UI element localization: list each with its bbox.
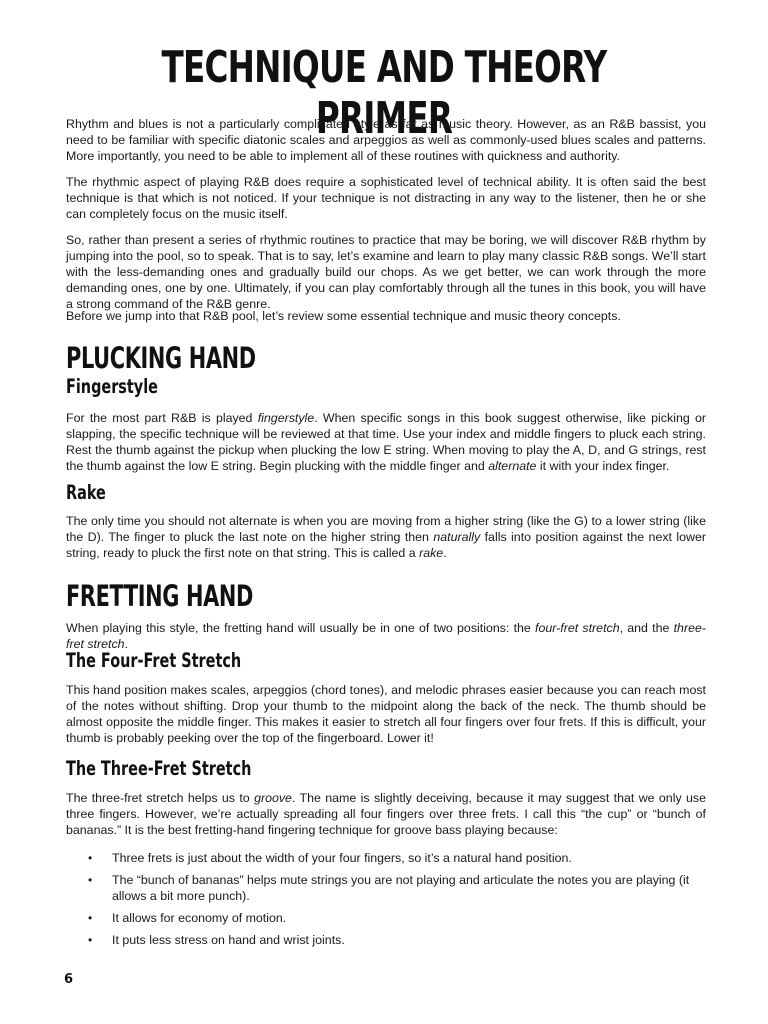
bullet-icon: •: [88, 873, 93, 887]
fretting-intro-paragraph: [66, 620, 706, 652]
rake-em-1: naturally: [433, 530, 481, 544]
plucking-hand-section: [66, 342, 706, 374]
page-number: 6: [64, 972, 74, 987]
intro-paragraph-1: Rhythm and blues is not a particularly complicated style as far as music theory. However, as an R&B bassist, you need to be familiar with specific diatonic scales and arpeggios as well as commonly-used blues scales and patterns. More importantly, you need to be able to implement all of these routines with quickness and authority.: [66, 117, 706, 163]
fingerstyle-paragraph: [66, 410, 706, 474]
list-item: [66, 850, 706, 866]
three-fret-text-2: . The name is slightly deceiving, because it may suggest that we only use three fingers. However, we’re actually spreading all four fingers over three frets. I call this “the cup” or “bunch of bananas.” It is the best fretting-hand fingering technique for groove bass playing because:: [66, 791, 706, 837]
four-fret-heading-block: [66, 650, 706, 672]
fingerstyle-em-1: fingerstyle: [257, 411, 315, 425]
fingerstyle-heading: Fingerstyle: [66, 375, 158, 398]
rake-paragraph: [66, 513, 706, 561]
list-item-text: It puts less stress on hand and wrist joints.: [112, 933, 345, 947]
page-title: TECHNIQUE AND THEORY PRIMER: [161, 42, 607, 144]
list-item: [66, 910, 706, 926]
intro-paragraph-2: The rhythmic aspect of playing R&B does require a sophisticated level of technical ability. It is often said the best technique is that which is not noticed. If your technique is not distracting in any way to the listener, then he or she can completely focus on the music itself.: [66, 175, 706, 221]
fingerstyle-text-1: For the most part R&B is played: [66, 411, 258, 425]
fretting-intro-text-3: .: [124, 637, 128, 651]
bullet-list-block: [66, 850, 706, 954]
fretting-hand-heading: FRETTING HAND: [66, 579, 253, 613]
intro-paragraph-2-block: [66, 174, 706, 222]
fretting-intro-em-1: four-fret stretch: [535, 621, 620, 635]
three-fret-paragraph-block: [66, 790, 706, 838]
intro-paragraph-3: So, rather than present a series of rhythmic routines to practice that may be boring, we will discover R&B rhythm by jumping into the pool, so to speak. That is to say, let’s examine and learn to play many classic R&B songs. We’ll start with the less-demanding ones and gradually build our chops. As we get better, we can work through the more demanding ones, one by one. Ultimately, if you can play comfortably through all the tunes in this book, you will have a strong command of the R&B genre.: [66, 233, 706, 311]
rake-heading: Rake: [66, 481, 106, 504]
fingerstyle-em-2: alternate: [488, 459, 537, 473]
intro-paragraph-4: Before we jump into that R&B pool, let’s review some essential technique and music theory concepts.: [66, 309, 621, 323]
rake-text-1: The only time you should not alternate is when you are moving from a higher string (like the G) to a lower string (like the D). The finger to pluck the last note on the higher string then: [66, 514, 706, 544]
list-item-text: It allows for economy of motion.: [112, 911, 287, 925]
four-fret-paragraph-block: [66, 682, 706, 746]
fingerstyle-paragraph-block: [66, 410, 706, 474]
fingerstyle-heading-block: [66, 376, 706, 398]
list-item-text: Three frets is just about the width of your four fingers, so it’s a natural hand position.: [112, 851, 572, 865]
list-item-text: The “bunch of bananas” helps mute strings you are not playing and articulate the notes you are playing (it allows a bit more punch).: [112, 873, 690, 903]
rake-paragraph-block: [66, 513, 706, 561]
fretting-intro-text-1: When playing this style, the fretting hand will usually be in one of two positions: the: [66, 621, 536, 635]
fingerstyle-text-2: . When specific songs in this book suggest otherwise, like picking or slapping, the specific technique will be reviewed at that time. Use your index and middle fingers to pluck each string. Rest the thumb against the pickup when plucking the low E string. When moving to play the A, D, and G strings, rest the thumb against the low E string. Begin plucking with the middle finger and: [66, 411, 706, 473]
four-fret-stretch-paragraph: This hand position makes scales, arpeggios (chord tones), and melodic phrases easier because you can reach most of the notes without shifting. Drop your thumb to the midpoint along the back of the neck. The thumb should be almost opposite the middle finger. This makes it easier to stretch all four fingers over four frets. If this is difficult, your thumb is probably peeking over the top of the fingerboard. Lower it!: [66, 683, 706, 745]
fretting-hand-section: [66, 580, 706, 612]
fretting-intro-text-2: , and the: [619, 621, 674, 635]
three-fret-text-1: The three-fret stretch helps us to: [66, 791, 255, 805]
intro-paragraph-1-block: [66, 116, 706, 164]
fingerstyle-text-3: it with your index finger.: [536, 459, 670, 473]
fretting-intro-em-2: three-fret stretch: [66, 621, 706, 651]
list-item: [66, 872, 706, 904]
list-item: [66, 932, 706, 948]
rake-text-2: falls into position against the next lower string, ready to pluck the first note on that string. This is called a: [66, 530, 707, 560]
intro-paragraph-4-block: [66, 308, 706, 324]
bullet-list: [66, 850, 706, 948]
bullet-icon: •: [88, 851, 93, 865]
three-fret-heading-block: [66, 758, 706, 780]
rake-em-2: rake: [419, 546, 444, 560]
three-fret-em-1: groove: [254, 791, 292, 805]
rake-heading-block: [66, 482, 706, 504]
plucking-hand-heading: PLUCKING HAND: [66, 341, 256, 375]
three-fret-stretch-heading: The Three-Fret Stretch: [66, 757, 252, 780]
intro-paragraph-3-block: [66, 232, 706, 312]
three-fret-stretch-paragraph: [66, 790, 706, 838]
four-fret-stretch-heading: The Four-Fret Stretch: [66, 649, 242, 672]
fretting-intro-block: [66, 620, 706, 652]
bullet-icon: •: [88, 911, 93, 925]
rake-text-3: .: [443, 546, 447, 560]
bullet-icon: •: [88, 933, 93, 947]
